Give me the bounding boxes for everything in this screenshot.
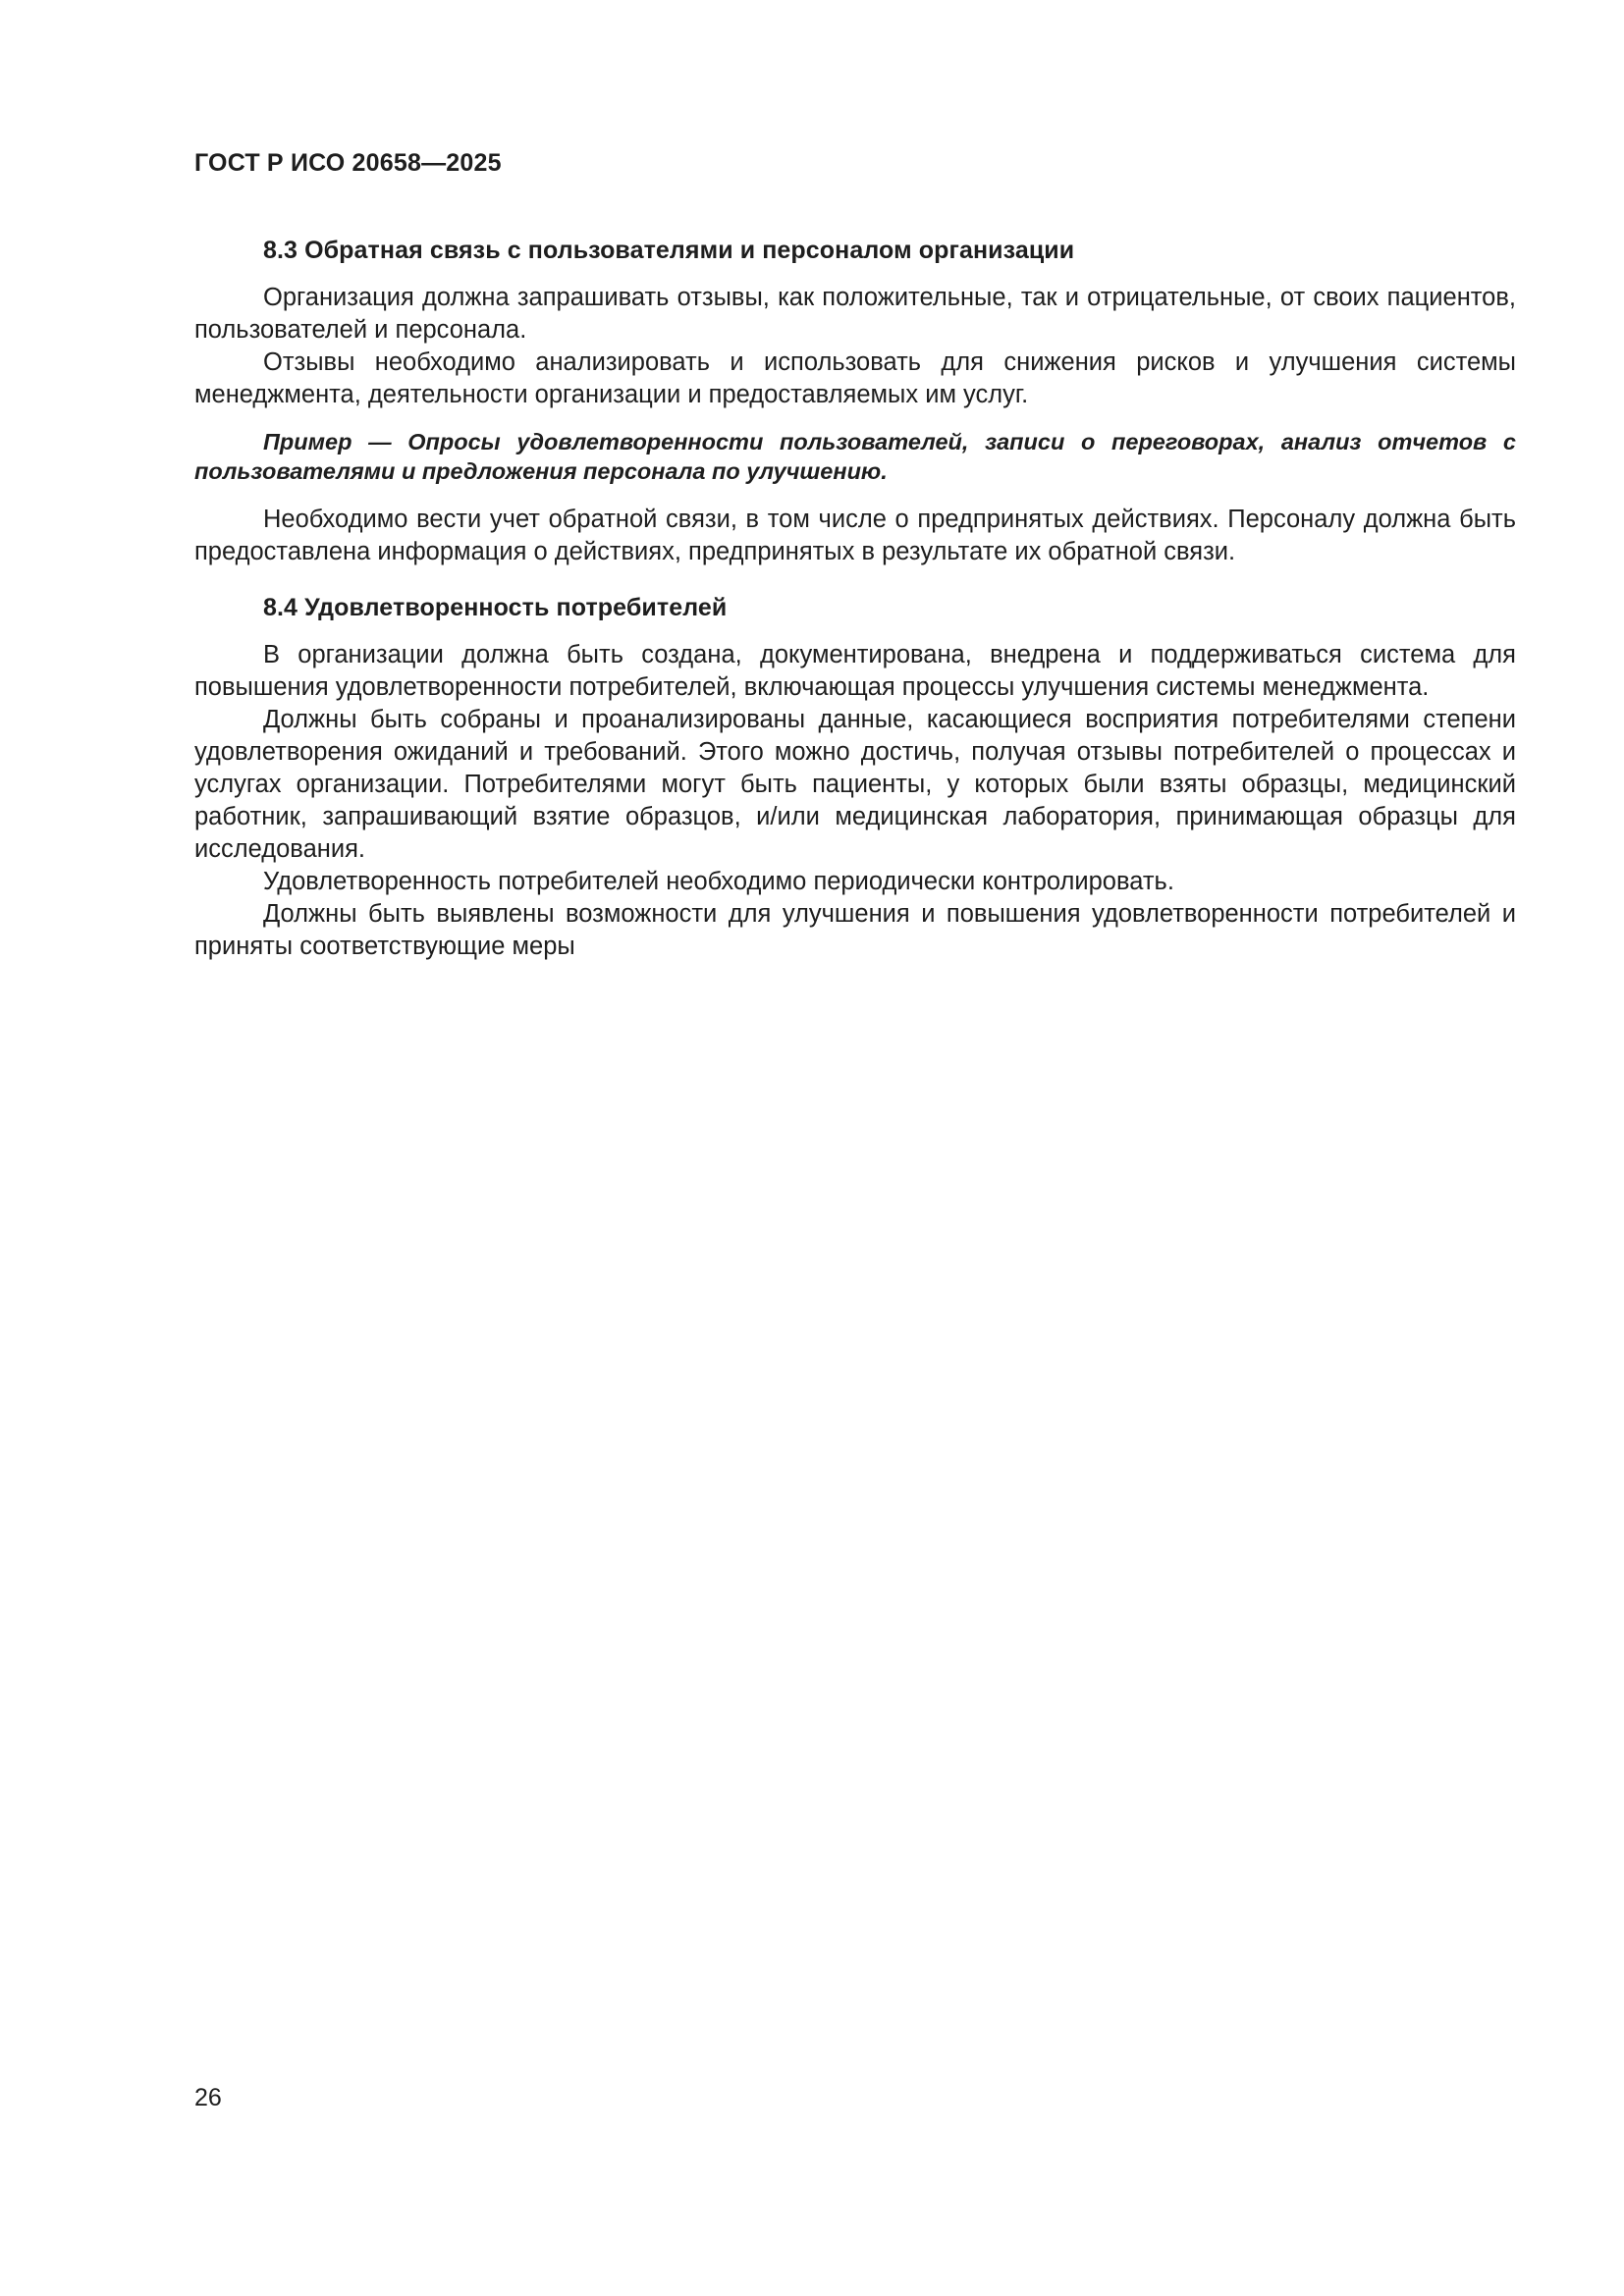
- document-page: [194, 147, 1516, 963]
- section-heading: 8.4 Удовлетворенность потребителей: [263, 594, 728, 621]
- section-heading: 8.3 Обратная связь с пользователями и персоналом организации: [263, 237, 1075, 264]
- paragraph: Должны быть выявлены возможности для улучшения и повышения удовлетворенности потребителей и приняты соответствующие меры: [194, 900, 1516, 960]
- paragraph: В организации должна быть создана, документирована, внедрена и поддерживаться система для повышения удовлетворенности потребителей, включающая процессы улучшения системы менеджмента.: [194, 641, 1516, 701]
- page-number: 26: [194, 2084, 222, 2111]
- document-header-title: ГОСТ Р ИСО 20658—2025: [194, 149, 502, 177]
- paragraph: Должны быть собраны и проанализированы данные, касающиеся восприятия потребителями степени удовлетворения ожиданий и требований. Этого можно достичь, получая отзывы потребителей о процессах и услугах организации. Потребителями могут быть пациенты, у которых были взяты образцы, медицинский работник, запрашивающий взятие образцов, и/или медицинская лаборатория, принимающая образцы для исследования.: [194, 706, 1516, 863]
- paragraph: Необходимо вести учет обратной связи, в том числе о предпринятых действиях. Персоналу должна быть предоставлена информация о действиях, предпринятых в результате их обратной связи.: [194, 506, 1516, 565]
- example-note: Пример — Опросы удовлетворенности пользователей, записи о переговорах, анализ отчетов с пользователями и предложения персонала по улучшению.: [194, 429, 1516, 484]
- paragraph: Удовлетворенность потребителей необходимо периодически контролировать.: [263, 868, 1174, 895]
- section-8-4: [194, 592, 1516, 963]
- paragraph: Отзывы необходимо анализировать и использовать для снижения рисков и улучшения системы менеджмента, деятельности организации и предоставляемых им услуг.: [194, 348, 1516, 408]
- paragraph: Организация должна запрашивать отзывы, как положительные, так и отрицательные, от своих пациентов, пользователей и персонала.: [194, 284, 1516, 344]
- section-8-3: [194, 235, 1516, 568]
